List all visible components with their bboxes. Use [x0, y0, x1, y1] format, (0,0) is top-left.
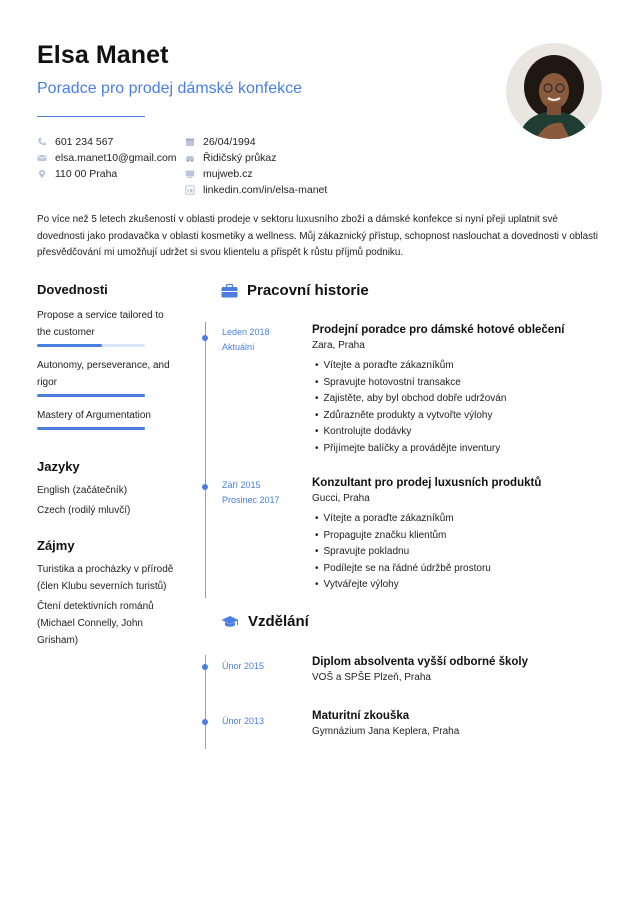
job-bullet: • Vítejte a poraďte zákazníkům [315, 511, 612, 528]
job-company: Gucci, Praha [312, 493, 370, 504]
job-bullet: • Zdůrazněte produkty a vytvořte výlohy [315, 408, 612, 425]
job-title: Prodejní poradce pro dámské hotové oblečení [312, 324, 565, 336]
education-date: Únor 2015 [222, 661, 265, 671]
skill-bar [37, 344, 145, 347]
briefcase-icon [221, 284, 238, 298]
contact-license: Řidičský průkaz [185, 150, 327, 166]
job-company: Zara, Praha [312, 340, 365, 351]
contact-linkedin[interactable]: linkedin.com/in/elsa-manet [185, 182, 327, 198]
job-dates [222, 325, 270, 355]
interests-title: Zájmy [37, 538, 75, 553]
education-entry [312, 710, 612, 737]
contact-birthdate: 26/04/1994 [185, 134, 327, 150]
education-header [221, 613, 309, 630]
job-bullets [315, 358, 612, 457]
skill-bar [37, 394, 145, 397]
job-title: Konzultant pro prodej luxusních produktů [312, 477, 542, 489]
work-timeline-line [205, 322, 206, 598]
graduation-cap-icon [221, 615, 239, 629]
job-start-date: Září 2015 [222, 480, 261, 490]
contact-phone: 601 234 567 [37, 134, 177, 150]
job-bullet: • Zajistěte, aby byl obchod dobře udržován [315, 391, 612, 408]
calendar-icon [185, 137, 195, 147]
job-bullet: • Vytvářejte výlohy [315, 577, 612, 594]
skill-bar-fill [37, 427, 145, 430]
profile-photo [506, 43, 602, 139]
job-dates [222, 478, 280, 508]
job-bullet: • Přijímejte balíčky a provádějte inventury [315, 441, 612, 458]
timeline-dot [202, 335, 208, 341]
job-bullet: • Kontrolujte dodávky [315, 424, 612, 441]
education-entry [312, 656, 612, 683]
skill-label: Autonomy, perseverance, and rigor [37, 360, 170, 388]
job-end-date: Aktuální [222, 342, 255, 352]
education-degree: Maturitní zkouška [312, 710, 410, 722]
language-item: Czech (rodilý mluvčí) [37, 505, 131, 516]
skill-item [37, 357, 177, 397]
skill-bar-fill [37, 344, 102, 347]
job-bullet: • Podílejte se na řádné údržbě prostoru [315, 561, 612, 578]
skill-label: Mastery of Argumentation [37, 410, 151, 421]
candidate-name: Elsa Manet [37, 41, 169, 69]
skill-item [37, 307, 177, 347]
profile-summary: Po více než 5 letech zkušeností v oblasti prodeje v sektoru luxusního zboží a dámské konfekce si nyní přeji uplatnit své dovednosti jako prodavačka v oblasti kosmetiky a wellness. Můj zákaznický přístup, schopnost naslouchat a dovednosti v oblasti přesvědčování mi umožňují udržet si svou klientelu a přispět k růstu příjmů podniku. [37, 214, 598, 258]
location-icon [37, 169, 47, 179]
contacts-left [37, 134, 177, 182]
contacts-right [185, 134, 327, 198]
education-degree: Diplom absolventa vyšší odborné školy [312, 656, 529, 668]
work-header [221, 282, 369, 299]
education-school: VOŠ a SPŠE Plzeň, Praha [312, 672, 431, 683]
job-bullet: • Vítejte a poraďte zákazníkům [315, 358, 612, 375]
phone-icon [37, 137, 47, 147]
interest-item: Turistika a procházky v přírodě (člen Klubu severních turistů) [37, 564, 174, 592]
timeline-dot [202, 484, 208, 490]
contact-email[interactable]: elsa.manet10@gmail.com [37, 150, 177, 166]
contact-website[interactable]: mujweb.cz [185, 166, 327, 182]
interests-section [37, 538, 177, 649]
job-bullets [315, 511, 612, 594]
job-bullet: • Propagujte značku klientům [315, 528, 612, 545]
candidate-role: Poradce pro prodej dámské konfekce [37, 80, 303, 97]
header-divider [37, 116, 145, 117]
education-date: Únor 2013 [222, 716, 265, 726]
languages-section [37, 459, 177, 519]
job-entry [312, 477, 612, 594]
job-end-date: Prosinec 2017 [222, 495, 280, 505]
job-entry [312, 324, 612, 457]
web-icon [185, 169, 195, 179]
job-bullet: • Spravujte pokladnu [315, 544, 612, 561]
skill-label: Propose a service tailored to the customer [37, 310, 164, 338]
linkedin-icon [185, 185, 195, 195]
language-item: English (začátečník) [37, 485, 128, 496]
skills-title: Dovednosti [37, 282, 108, 297]
education-school: Gymnázium Jana Keplera, Praha [312, 726, 460, 737]
timeline-dot [202, 719, 208, 725]
education-title: Vzdělání [248, 613, 309, 630]
interest-item: Čtení detektivních románů (Michael Connelly, John Grisham) [37, 601, 154, 646]
skill-bar-fill [37, 394, 145, 397]
skill-bar [37, 427, 145, 430]
timeline-dot [202, 664, 208, 670]
job-bullet: • Spravujte hotovostní transakce [315, 375, 612, 392]
mail-icon [37, 153, 47, 163]
job-start-date: Leden 2018 [222, 327, 270, 337]
skill-item [37, 407, 177, 430]
car-icon [185, 153, 195, 163]
work-title: Pracovní historie [247, 282, 369, 299]
contact-address: 110 00 Praha [37, 166, 177, 182]
languages-title: Jazyky [37, 459, 80, 474]
skills-section [37, 282, 177, 430]
